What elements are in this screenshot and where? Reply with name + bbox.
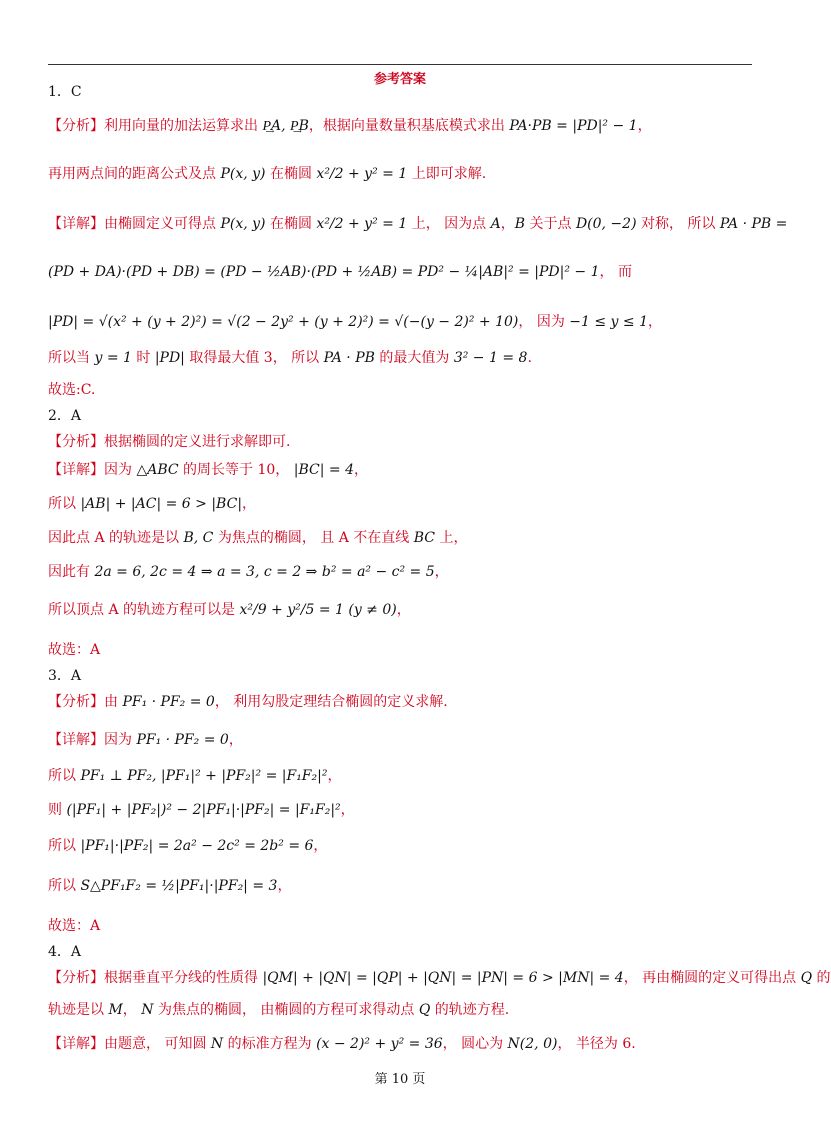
text-line: 故选:C. <box>48 382 96 398</box>
text-line: (PD + DA)·(PD + DB) = (PD − ½AB)·(PD + ½AB) = PD² − ¼|AB|² = |PD|² − 1， 而 <box>48 264 632 280</box>
text-line: 【详解】由椭圆定义可得点 P(x, y) 在椭圆 x²/2 + y² = 1 上， 因为点 A，B 关于点 D(0, −2) 对称， 所以 PA · PB = <box>48 216 788 232</box>
text-line: 4．A <box>48 944 82 960</box>
text-line: 因此有 2a = 6, 2c = 4 ⇒ a = 3, c = 2 ⇒ b² = a² − c² = 5， <box>48 564 449 580</box>
text-line: 因此点 A 的轨迹是以 B, C 为焦点的椭圆， 且 A 不在直线 BC 上， <box>48 530 468 546</box>
page-title: 参考答案 <box>373 72 426 87</box>
text-line: 所以 |AB| + |AC| = 6 > |BC|， <box>48 496 257 512</box>
text-line: 【详解】因为 PF₁ · PF₂ = 0， <box>48 732 243 748</box>
text-line: 【分析】利用向量的加法运算求出 P͢A, P͢B，根据向量数量积基底模式求出 PA·PB = |PD|² − 1， <box>48 118 652 134</box>
text-line: 故选：A <box>48 642 101 658</box>
text-line: 【详解】由题意， 可知圆 N 的标准方程为 (x − 2)² + y² = 36， 圆心为 N(2, 0)， 半径为 6. <box>48 1036 636 1052</box>
text-line: 所以当 y = 1 时 |PD| 取得最大值 3， 所以 PA · PB 的最大值为 3² − 1 = 8. <box>48 350 532 366</box>
page-number: 第 10 页 <box>374 1072 426 1087</box>
text-line: 【详解】因为 △ABC 的周长等于 10， |BC| = 4， <box>48 462 368 478</box>
text-line: 故选：A <box>48 918 101 934</box>
header-rule <box>48 64 752 65</box>
text-line: 2．A <box>48 408 82 424</box>
text-line: 【分析】由 PF₁ · PF₂ = 0， 利用勾股定理结合椭圆的定义求解. <box>48 694 448 710</box>
text-line: 轨迹是以 M， N 为焦点的椭圆， 由椭圆的方程可求得动点 Q 的轨迹方程. <box>48 1002 510 1018</box>
text-line: 1．C <box>48 84 82 100</box>
text-line: 3．A <box>48 668 82 684</box>
text-line: |PD| = √(x² + (y + 2)²) = √(2 − 2y² + (y + 2)²) = √(−(y − 2)² + 10)， 因为 −1 ≤ y ≤ 1， <box>48 314 662 330</box>
text-line: 【分析】根据垂直平分线的性质得 |QM| + |QN| = |QP| + |QN| = |PN| = 6 > |MN| = 4， 再由椭圆的定义可得出点 Q 的 <box>48 970 831 986</box>
text-line: 再用两点间的距离公式及点 P(x, y) 在椭圆 x²/2 + y² = 1 上即可求解. <box>48 166 487 182</box>
text-line: 所以顶点 A 的轨迹方程可以是 x²/9 + y²/5 = 1 (y ≠ 0)， <box>48 602 411 618</box>
text-line: 则 (|PF₁| + |PF₂|)² − 2|PF₁|·|PF₂| = |F₁F₂|²， <box>48 802 355 818</box>
text-line: 所以 |PF₁|·|PF₂| = 2a² − 2c² = 2b² = 6， <box>48 838 328 854</box>
text-line: 【分析】根据椭圆的定义进行求解即可. <box>48 434 291 450</box>
text-line: 所以 S△PF₁F₂ = ½|PF₁|·|PF₂| = 3， <box>48 878 292 894</box>
text-line: 所以 PF₁ ⊥ PF₂, |PF₁|² + |PF₂|² = |F₁F₂|²， <box>48 768 342 784</box>
